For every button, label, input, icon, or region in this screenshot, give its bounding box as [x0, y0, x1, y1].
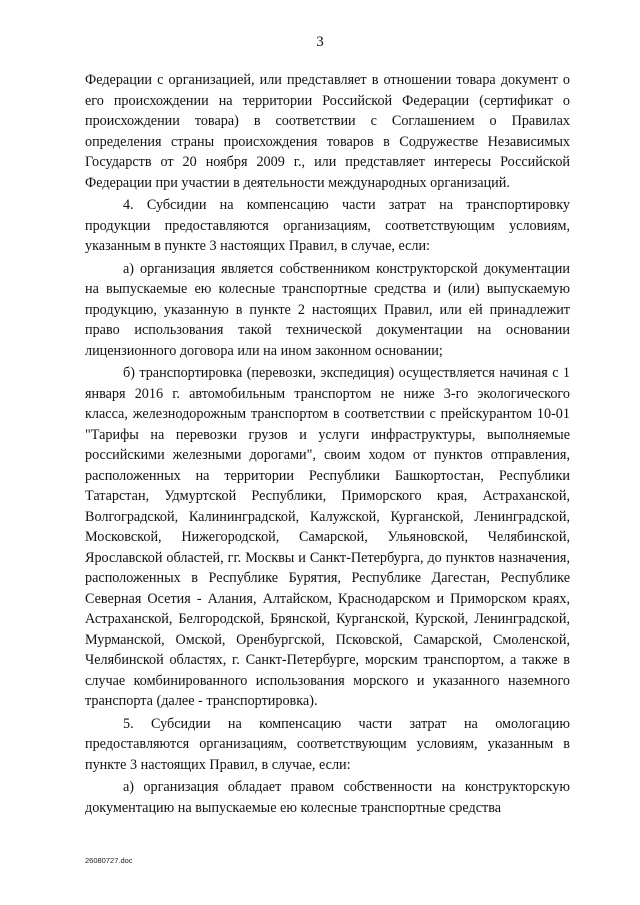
- page-number: 3: [316, 34, 324, 50]
- footer-file-name: 26080727.doc: [85, 856, 133, 865]
- paragraph-item-4: 4. Субсидии на компенсацию части затрат на транспортировку продукции предоставляются организациям, соответствующим условиям, указанным в пункте 3 настоящих Правил, в случае, если:: [85, 197, 570, 254]
- paragraph-item-5: 5. Субсидии на компенсацию части затрат на омологацию предоставляются организациям, соответствующим условиям, указанным в пункте 3 настоящих Правил, в случае, если:: [85, 715, 570, 773]
- paragraph-item-4a: а) организация является собственником конструкторской документации на выпускаемые ею колесные транспортные средства и (или) выпускаемую продукцию, указанную в пункте 2 настоящих Правил, или ей принадлежит право использования такой технической документации на основании лицензионного договора или на ином законном основании;: [85, 260, 570, 359]
- paragraph-item-4b: б) транспортировка (перевозки, экспедиция) осуществляется начиная с 1 января 2016 г. автомобильным транспортом не ниже 3-го экологического класса, железнодорожным транспортом в соответствии с прейскурантом 10-01 "Тарифы на перевозки грузов и услуги инфраструктуры, выполняемые российскими железными дорогами", своим ходом от пунктов отправления, расположенных на территории Республики Башкортостан, Республики Татарстан, Удмуртской Республики, Приморского края, Астраханской, Волгоградской, Калининградской, Калужской, Курганской, Ленинградской, Московской, Нижегородской, Самарской, Ульяновской, Челябинской, Ярославской областей, гг. Москвы и Санкт-Петербурга, до пунктов назначения, расположенных в Республике Бурятия, Республике Дагестан, Республике Северная Осетия - Алания, Алтайском, Краснодарском и Приморском краях, Астраханской, Белгородской, Брянской, Курганской, Курской, Ленинградской, Мурманской, Омской, Оренбургской, Псковской, Самарской, Смоленской, Челябинской областях, г. Санкт-Петербурге, морским транспортом, а также в случае комбинированного использования морского и указанного наземного транспорта (далее - транспортировка).: [85, 365, 570, 709]
- paragraph-continuation: Федерации с организацией, или представляет в отношении товара документ о его происхождении на территории Российской Федерации (сертификат о происхождении товара) в соответствии с Соглашением о Правилах определения страны происхождения товаров в Содружестве Независимых Государств от 20 ноября 2009 г., или представляет интересы Российской Федерации при участии в деятельности международных организаций.: [85, 72, 570, 191]
- document-body: [85, 70, 570, 818]
- paragraph-item-5a: а) организация обладает правом собственности на конструкторскую документацию на выпускаемые ею колесные транспортные средства: [85, 779, 570, 816]
